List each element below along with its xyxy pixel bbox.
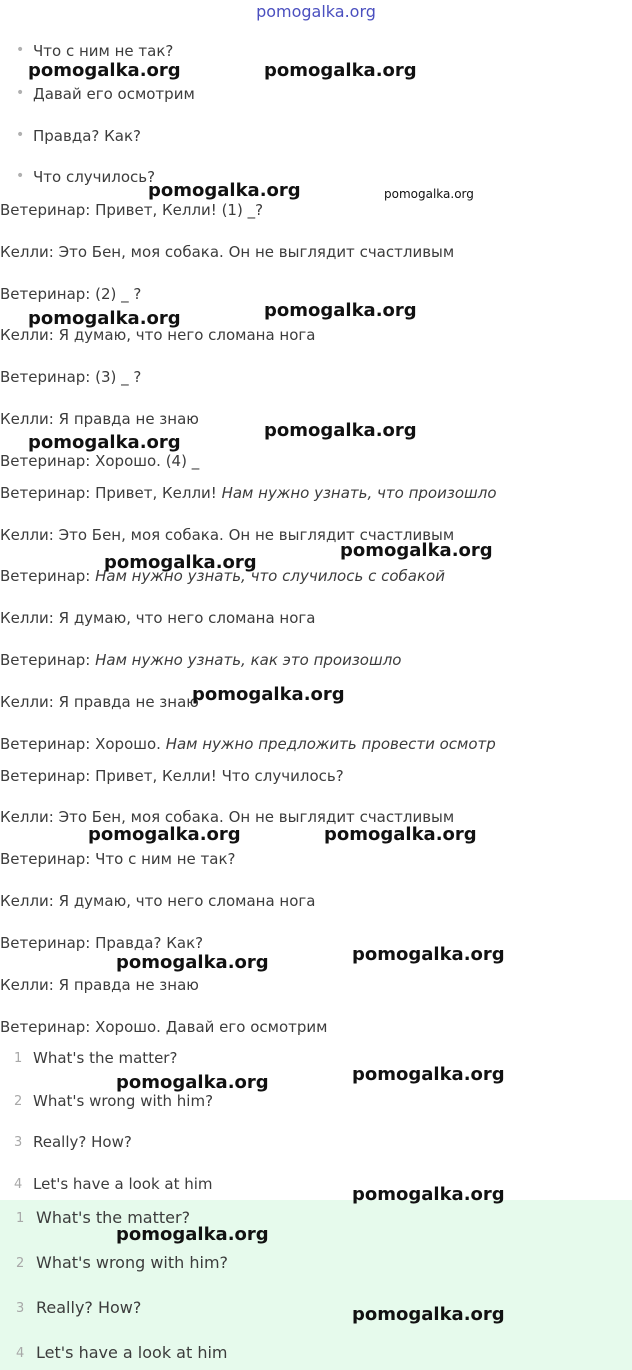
dialogue-speaker-text: Ветеринар:	[0, 651, 96, 669]
answer-number: 3	[14, 1135, 23, 1150]
watermark: pomogalka.org	[352, 1064, 505, 1085]
dialogue-hint: Нам нужно узнать, что произошло	[221, 484, 497, 502]
option-item: Что с ним не так?	[33, 42, 174, 60]
dialogue-line: Ветеринар: Хорошо. (4) _	[0, 452, 200, 470]
watermark: pomogalka.org	[116, 1224, 269, 1245]
dialogue-line: Келли: Я правда не знаю	[0, 976, 199, 994]
answer-number: 3	[16, 1301, 25, 1316]
dialogue-line: Ветеринар: Правда? Как?	[0, 934, 204, 952]
dialogue-line: Келли: Это Бен, моя собака. Он не выглядит счастливым	[0, 243, 455, 261]
option-item: Давай его осмотрим	[33, 85, 195, 103]
watermark: pomogalka.org	[352, 1304, 505, 1325]
answer-number: 2	[16, 1256, 25, 1271]
watermark: pomogalka.org	[116, 952, 269, 973]
dialogue-hint: Нам нужно узнать, что случилось с собакой	[95, 567, 445, 585]
watermark: pomogalka.org	[264, 420, 417, 441]
dialogue-hint: Нам нужно предложить провести осмотр	[165, 735, 496, 753]
option-item: Что случилось?	[33, 168, 156, 186]
answer-item: What's the matter?	[36, 1208, 191, 1227]
dialogue-speaker-text: Ветеринар: Привет, Келли!	[0, 484, 222, 502]
dialogue-line: Келли: Я думаю, что него сломана нога	[0, 326, 316, 344]
bullet-dot: •	[16, 42, 25, 58]
dialogue-line: Келли: Это Бен, моя собака. Он не выглядит счастливым	[0, 808, 455, 826]
dialogue-line	[0, 735, 496, 753]
watermark: pomogalka.org	[192, 684, 345, 705]
site-header-link[interactable]: pomogalka.org	[256, 2, 376, 21]
watermark: pomogalka.org	[28, 432, 181, 453]
watermark: pomogalka.org	[148, 180, 301, 201]
dialogue-line	[0, 484, 497, 502]
dialogue-line: Келли: Я думаю, что него сломана нога	[0, 609, 316, 627]
watermark: pomogalka.org	[264, 300, 417, 321]
answer-number: 1	[16, 1211, 25, 1226]
dialogue-line: Келли: Я правда не знаю	[0, 410, 199, 428]
dialogue-line: Ветеринар: Привет, Келли! Что случилось?	[0, 767, 344, 785]
bullet-dot: •	[16, 127, 25, 143]
dialogue-line: Келли: Я правда не знаю	[0, 693, 199, 711]
answer-number: 1	[14, 1051, 23, 1066]
dialogue-line: Ветеринар: (3) _ ?	[0, 368, 142, 386]
watermark: pomogalka.org	[352, 1184, 505, 1205]
dialogue-line: Ветеринар: Хорошо. Давай его осмотрим	[0, 1018, 328, 1036]
dialogue-line: Ветеринар: Что с ним не так?	[0, 850, 236, 868]
answer-number: 2	[14, 1094, 23, 1109]
answer-number: 4	[16, 1346, 25, 1361]
watermark: pomogalka.org	[104, 552, 257, 573]
watermark: pomogalka.org	[340, 540, 493, 561]
dialogue-line: Келли: Это Бен, моя собака. Он не выглядит счастливым	[0, 526, 455, 544]
bullet-dot: •	[16, 85, 25, 101]
answer-number: 4	[14, 1177, 23, 1192]
dialogue-line	[0, 651, 401, 669]
bullet-dot: •	[16, 168, 25, 184]
answer-item: What's the matter?	[33, 1049, 178, 1067]
watermark: pomogalka.org	[28, 60, 181, 81]
answer-item: What's wrong with him?	[36, 1253, 229, 1272]
dialogue-line: Ветеринар: Привет, Келли! (1) _?	[0, 201, 264, 219]
answer-item: Let's have a look at him	[33, 1175, 213, 1193]
watermark: pomogalka.org	[384, 187, 474, 201]
watermark: pomogalka.org	[88, 824, 241, 845]
dialogue-line: Келли: Я думаю, что него сломана нога	[0, 892, 316, 910]
watermark: pomogalka.org	[324, 824, 477, 845]
dialogue-speaker-text: Ветеринар:	[0, 567, 96, 585]
watermark: pomogalka.org	[264, 60, 417, 81]
dialogue-hint: Нам нужно узнать, как это произошло	[95, 651, 402, 669]
answer-item: Let's have a look at him	[36, 1343, 228, 1362]
watermark: pomogalka.org	[352, 944, 505, 965]
option-item: Правда? Как?	[33, 127, 141, 145]
dialogue-speaker-text: Ветеринар: Хорошо.	[0, 735, 166, 753]
dialogue-line: Ветеринар: (2) _ ?	[0, 285, 142, 303]
watermark: pomogalka.org	[116, 1072, 269, 1093]
answer-item: Really? How?	[36, 1298, 142, 1317]
answer-item: Really? How?	[33, 1133, 132, 1151]
answer-item: What's wrong with him?	[33, 1092, 214, 1110]
watermark: pomogalka.org	[28, 308, 181, 329]
